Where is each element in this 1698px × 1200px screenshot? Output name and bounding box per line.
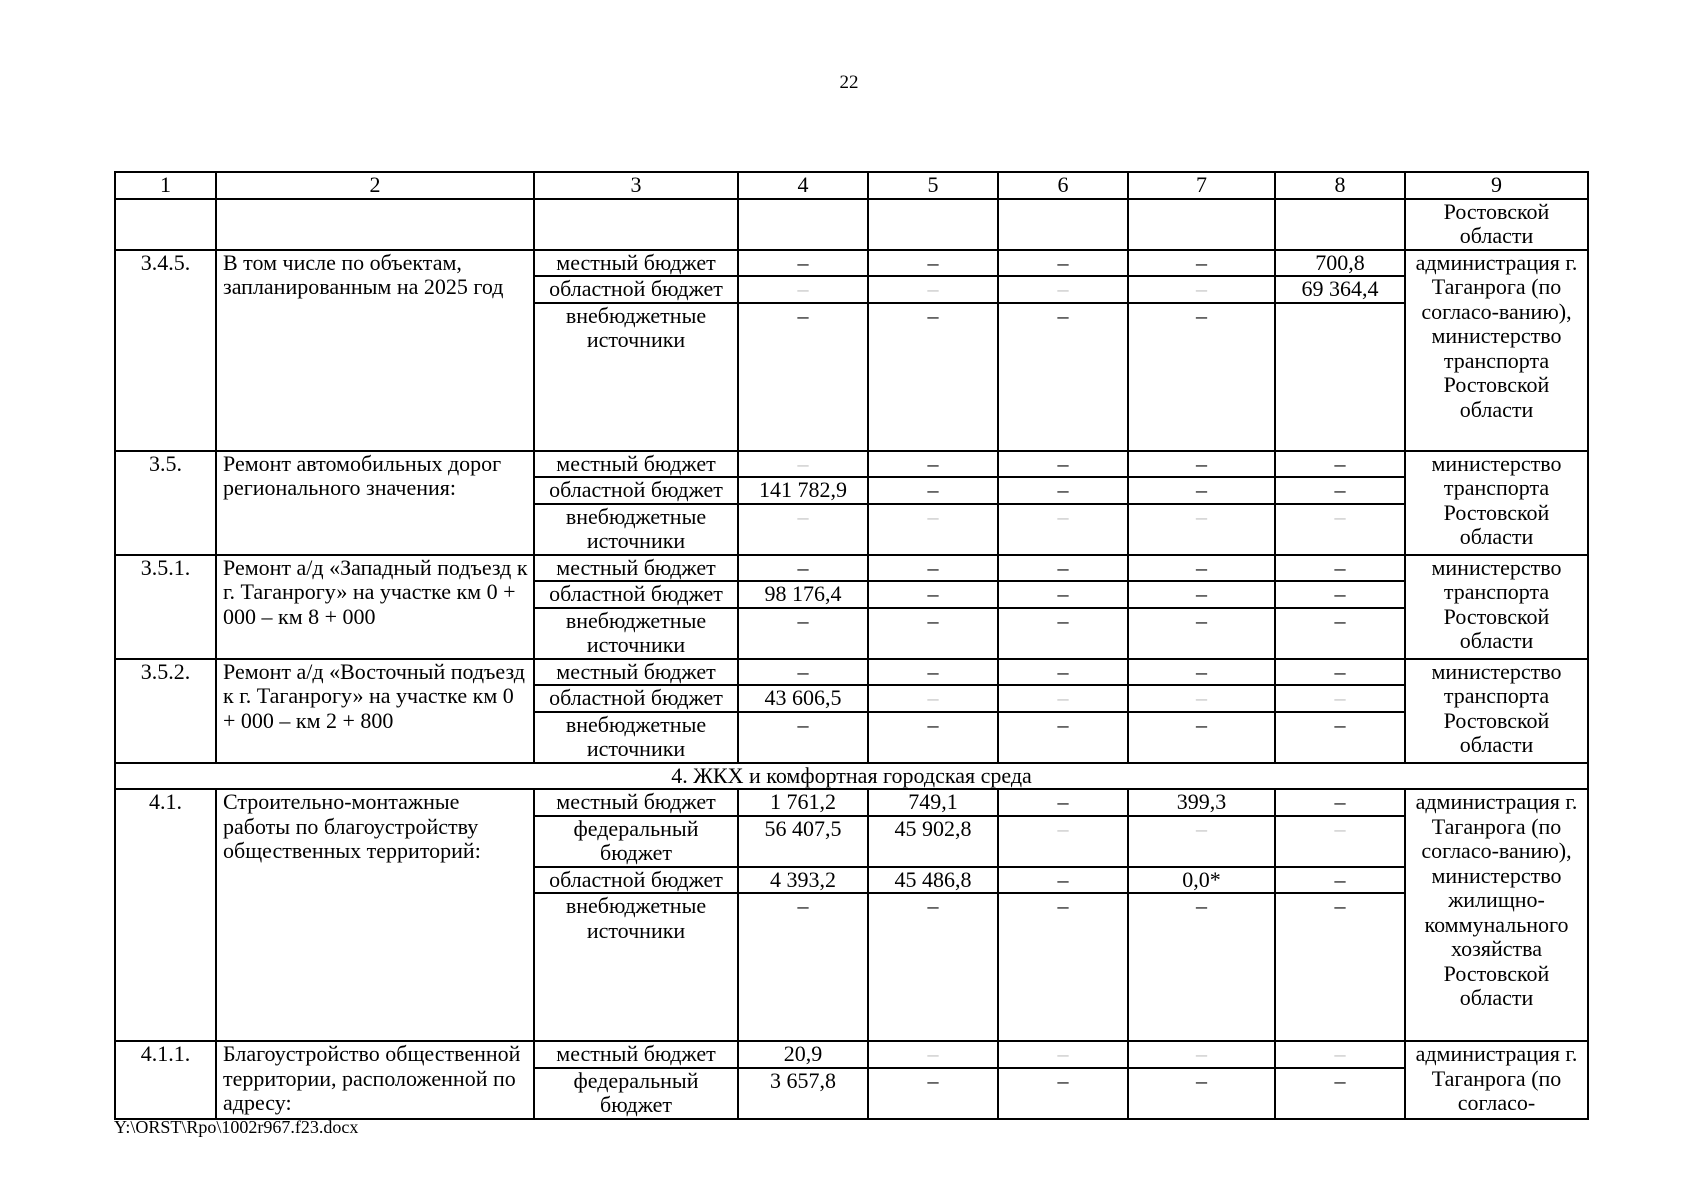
funding-source: внебюджетные источники: [534, 608, 738, 659]
responsible-cell: администрация г. Таганрога (по согласо-ванию), министерство транспорта Ростовской области: [1405, 250, 1588, 451]
value-cell: –: [998, 659, 1128, 686]
value-cell: 69 364,4: [1275, 276, 1405, 303]
table-row: [115, 250, 1588, 277]
item-name: Ремонт а/д «Западный подъезд к г. Таганрогу» на участке км 0 + 000 – км 8 + 000: [216, 555, 534, 659]
value-cell: –: [998, 451, 1128, 478]
value-cell: –: [1275, 477, 1405, 504]
value-cell: –: [1275, 789, 1405, 816]
file-path-footer: Y:\ORST\Rpo\1002r967.f23.docx: [114, 1117, 359, 1137]
item-number: 3.5.1.: [115, 555, 216, 659]
page-number: 22: [839, 72, 859, 93]
value-cell: –: [1128, 712, 1275, 763]
value-cell: 700,8: [1275, 250, 1405, 277]
table-row: [115, 659, 1588, 686]
column-number: 8: [1275, 172, 1405, 199]
value-cell: 98 176,4: [738, 581, 868, 608]
item-number: 4.1.1.: [115, 1041, 216, 1119]
value-cell: 1 761,2: [738, 789, 868, 816]
value-cell: –: [738, 659, 868, 686]
value-cell: 399,3: [1128, 789, 1275, 816]
value-cell: –: [1128, 451, 1275, 478]
value-cell: 45 486,8: [868, 867, 998, 894]
value-cell: –: [868, 451, 998, 478]
responsible-cell: министерство транспорта Ростовской области: [1405, 555, 1588, 659]
value-cell: –: [1128, 816, 1275, 867]
value-cell: –: [998, 685, 1128, 712]
item-number: 3.4.5.: [115, 250, 216, 451]
funding-source: местный бюджет: [534, 1041, 738, 1068]
funding-source: местный бюджет: [534, 250, 738, 277]
column-number: 4: [738, 172, 868, 199]
value-cell: –: [738, 608, 868, 659]
value-cell: –: [738, 451, 868, 478]
value-cell: –: [1275, 504, 1405, 555]
value-cell: –: [1275, 555, 1405, 582]
value-cell: –: [998, 1068, 1128, 1119]
value-cell: –: [868, 581, 998, 608]
responsible-cell: министерство транспорта Ростовской области: [1405, 451, 1588, 555]
section-heading-row: [115, 763, 1588, 790]
funding-source: местный бюджет: [534, 555, 738, 582]
continuation-row: [115, 199, 1588, 250]
value-cell: –: [1275, 659, 1405, 686]
column-number: 3: [534, 172, 738, 199]
funding-source: областной бюджет: [534, 685, 738, 712]
item-name: Ремонт автомобильных дорог регионального значения:: [216, 451, 534, 555]
value-cell: –: [868, 1068, 998, 1119]
funding-source: областной бюджет: [534, 477, 738, 504]
value-cell: –: [1128, 1041, 1275, 1068]
funding-source: внебюджетные источники: [534, 712, 738, 763]
item-name: Строительно-монтажные работы по благоустройству общественных территорий:: [216, 789, 534, 1041]
value-cell: –: [868, 659, 998, 686]
value-cell: –: [998, 276, 1128, 303]
column-number-row: [115, 172, 1588, 199]
funding-source: местный бюджет: [534, 789, 738, 816]
funding-source: местный бюджет: [534, 659, 738, 686]
value-cell: –: [738, 250, 868, 277]
value-cell: –: [738, 712, 868, 763]
funding-source: федеральный бюджет: [534, 1068, 738, 1119]
value-cell: –: [998, 1041, 1128, 1068]
responsible-cell: администрация г. Таганрога (по согласо-: [1405, 1041, 1588, 1119]
value-cell: –: [868, 712, 998, 763]
value-cell: –: [998, 555, 1128, 582]
funding-source: федеральный бюджет: [534, 816, 738, 867]
table-row: [115, 555, 1588, 582]
value-cell: –: [868, 250, 998, 277]
table-row: [115, 1041, 1588, 1068]
value-cell: –: [998, 581, 1128, 608]
value-cell: –: [1128, 608, 1275, 659]
budget-table: [114, 171, 1589, 1120]
value-cell: –: [868, 477, 998, 504]
funding-source: внебюджетные источники: [534, 504, 738, 555]
value-cell: –: [1275, 451, 1405, 478]
funding-source: областной бюджет: [534, 867, 738, 894]
value-cell: –: [1275, 1068, 1405, 1119]
value-cell: –: [1128, 477, 1275, 504]
section-heading: 4. ЖКХ и комфортная городская среда: [115, 763, 1588, 790]
value-cell: 749,1: [868, 789, 998, 816]
value-cell: –: [1275, 867, 1405, 894]
value-cell: –: [1128, 685, 1275, 712]
value-cell: –: [1275, 712, 1405, 763]
column-number: 6: [998, 172, 1128, 199]
value-cell: 4 393,2: [738, 867, 868, 894]
value-cell: 43 606,5: [738, 685, 868, 712]
value-cell: –: [868, 608, 998, 659]
column-number: 7: [1128, 172, 1275, 199]
item-name: В том числе по объектам, запланированным на 2025 год: [216, 250, 534, 451]
responsible-cell: министерство транспорта Ростовской области: [1405, 659, 1588, 763]
value-cell: –: [868, 685, 998, 712]
value-cell: 0,0*: [1128, 867, 1275, 894]
value-cell: –: [868, 893, 998, 1041]
column-number: 2: [216, 172, 534, 199]
value-cell: –: [1128, 504, 1275, 555]
value-cell: –: [998, 789, 1128, 816]
value-cell: –: [738, 303, 868, 451]
value-cell: –: [1275, 816, 1405, 867]
value-cell: –: [738, 555, 868, 582]
value-cell: –: [998, 250, 1128, 277]
value-cell: –: [738, 893, 868, 1041]
value-cell: –: [1128, 1068, 1275, 1119]
funding-source: областной бюджет: [534, 581, 738, 608]
value-cell: –: [998, 816, 1128, 867]
table-row: [115, 451, 1588, 478]
value-cell: 56 407,5: [738, 816, 868, 867]
responsible-cell: Ростовской области: [1405, 199, 1588, 250]
value-cell: –: [738, 504, 868, 555]
value-cell: [1275, 303, 1405, 451]
value-cell: –: [868, 1041, 998, 1068]
value-cell: –: [1275, 581, 1405, 608]
table-row: [115, 789, 1588, 816]
value-cell: –: [868, 303, 998, 451]
value-cell: 3 657,8: [738, 1068, 868, 1119]
item-number: 4.1.: [115, 789, 216, 1041]
item-number: 3.5.: [115, 451, 216, 555]
value-cell: –: [1128, 893, 1275, 1041]
value-cell: –: [868, 504, 998, 555]
item-number: 3.5.2.: [115, 659, 216, 763]
value-cell: –: [1128, 303, 1275, 451]
value-cell: –: [998, 608, 1128, 659]
value-cell: –: [1128, 659, 1275, 686]
value-cell: –: [1275, 608, 1405, 659]
value-cell: –: [1128, 250, 1275, 277]
value-cell: –: [998, 477, 1128, 504]
funding-source: местный бюджет: [534, 451, 738, 478]
funding-source: областной бюджет: [534, 276, 738, 303]
value-cell: –: [1275, 893, 1405, 1041]
item-name: Благоустройство общественной территории, расположенной по адресу:: [216, 1041, 534, 1119]
item-name: Ремонт а/д «Восточный подъезд к г. Таганрогу» на участке км 0 + 000 – км 2 + 800: [216, 659, 534, 763]
column-number: 9: [1405, 172, 1588, 199]
funding-source: внебюджетные источники: [534, 893, 738, 1041]
value-cell: –: [868, 276, 998, 303]
value-cell: –: [1275, 1041, 1405, 1068]
value-cell: –: [998, 867, 1128, 894]
value-cell: –: [1275, 685, 1405, 712]
value-cell: –: [1128, 581, 1275, 608]
value-cell: 45 902,8: [868, 816, 998, 867]
value-cell: 141 782,9: [738, 477, 868, 504]
value-cell: –: [738, 276, 868, 303]
funding-source: внебюджетные источники: [534, 303, 738, 451]
value-cell: –: [868, 555, 998, 582]
column-number: 5: [868, 172, 998, 199]
value-cell: 20,9: [738, 1041, 868, 1068]
responsible-cell: администрация г. Таганрога (по согласо-ванию), министерство жилищно-коммунального хозяйства Ростовской области: [1405, 789, 1588, 1041]
value-cell: –: [1128, 555, 1275, 582]
value-cell: –: [998, 303, 1128, 451]
value-cell: –: [998, 893, 1128, 1041]
value-cell: –: [1128, 276, 1275, 303]
value-cell: –: [998, 712, 1128, 763]
value-cell: –: [998, 504, 1128, 555]
column-number: 1: [115, 172, 216, 199]
